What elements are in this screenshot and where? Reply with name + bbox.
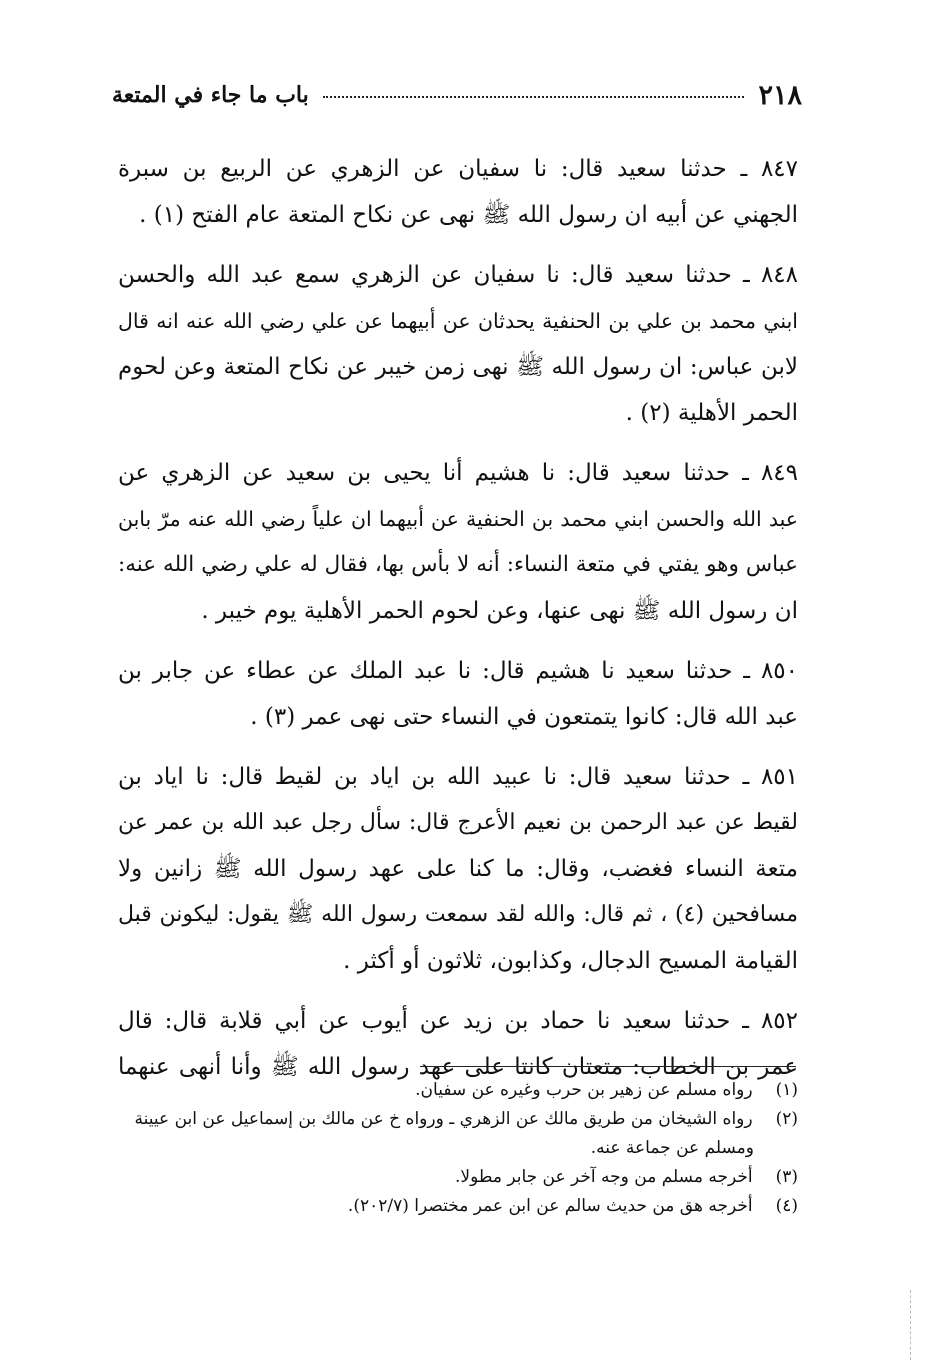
- text-line: ابني محمد بن علي بن الحنفية يحدثان عن أبيهما عن علي رضي الله عنه انه قال: [118, 309, 798, 333]
- footnotes: [118, 1076, 798, 1221]
- text-line: القيامة المسيح الدجال، وكذابون، ثلاثون أو أكثر .: [343, 948, 798, 974]
- footnote-marker: (٤): [775, 1196, 798, 1216]
- footnote-text: رواه الشيخان من طريق مالك عن الزهري ـ ورواه خ عن مالك بن إسماعيل عن ابن عيينة: [134, 1109, 753, 1129]
- footnote-separator: [420, 1066, 796, 1067]
- footnote-marker: (٢): [775, 1109, 798, 1129]
- text-line: متعة النساء فغضب، وقال: ما كنا على عهد رسول الله ﷺ زانين ولا: [118, 856, 798, 882]
- text-line: عباس وهو يفتي في متعة النساء: أنه لا بأس بها، فقال له علي رضي الله عنه:: [118, 552, 798, 577]
- footnote-marker: (١): [775, 1080, 798, 1100]
- hadith-body: [118, 146, 798, 1104]
- text-line: ٨٥٢ ـ حدثنا سعيد نا حماد بن زيد عن أيوب عن أبي قلابة قال: قال: [118, 1008, 798, 1034]
- footnote-1: [118, 1076, 798, 1105]
- hadith-849: [118, 450, 798, 634]
- text-line: ان رسول الله ﷺ نهى عنها، وعن لحوم الحمر الأهلية يوم خيبر .: [201, 598, 798, 624]
- text-line: مسافحين (٤) ، ثم قال: والله لقد سمعت رسول الله ﷺ يقول: ليكونن قبل: [118, 902, 798, 927]
- footnote-marker: (٣): [775, 1167, 798, 1187]
- page-header: [112, 78, 802, 112]
- footnote-4: [118, 1192, 798, 1221]
- scan-edge-mark: [910, 1290, 912, 1360]
- text-line: ٨٤٨ ـ حدثنا سعيد قال: نا سفيان عن الزهري سمع عبد الله والحسن: [118, 262, 798, 288]
- footnote-text: رواه مسلم عن زهير بن حرب وغيره عن سفيان.: [415, 1080, 753, 1100]
- page-number: ٢١٨: [758, 79, 802, 111]
- footnote-3: [118, 1163, 798, 1192]
- footnote-2: [118, 1105, 798, 1134]
- text-line: لابن عباس: ان رسول الله ﷺ نهى زمن خيبر عن نكاح المتعة وعن لحوم: [118, 354, 798, 380]
- footnote-text: أخرجه مسلم من وجه آخر عن جابر مطولا.: [455, 1167, 753, 1187]
- text-line: عبد الله قال: كانوا يتمتعون في النساء حتى نهى عمر (٣) .: [250, 704, 798, 730]
- text-line: لقيط عن عبد الرحمن بن نعيم الأعرج قال: سأل رجل عبد الله بن عمر عن: [118, 810, 798, 835]
- text-line: ٨٥١ ـ حدثنا سعيد قال: نا عبيد الله بن اياد بن لقيط قال: نا اياد بن: [118, 764, 798, 790]
- text-line: عمر بن الخطاب: متعتان كانتا على عهد رسول الله ﷺ وأنا أنهى عنهما: [118, 1054, 798, 1080]
- chapter-title: باب ما جاء في المتعة: [112, 82, 309, 108]
- hadith-851: [118, 754, 798, 984]
- text-line: الجهني عن أبيه ان رسول الله ﷺ نهى عن نكاح المتعة عام الفتح (١) .: [139, 202, 798, 228]
- hadith-850: [118, 648, 798, 740]
- text-line: الحمر الأهلية (٢) .: [625, 400, 798, 426]
- header-dotted-rule: [323, 96, 745, 98]
- footnote-text: أخرجه هق من حديث سالم عن ابن عمر مختصرا (٢٠٢/٧).: [347, 1196, 753, 1216]
- footnote-2-continuation: ومسلم عن جماعة عنه.: [590, 1138, 754, 1158]
- text-line: ٨٤٧ ـ حدثنا سعيد قال: نا سفيان عن الزهري عن الربيع بن سبرة: [118, 156, 798, 182]
- hadith-848: [118, 252, 798, 436]
- text-line: عبد الله والحسن ابني محمد بن الحنفية عن أبيهما ان علياً رضي الله عنه مرّ بابن: [118, 507, 798, 531]
- hadith-847: [118, 146, 798, 238]
- text-line: ٨٥٠ ـ حدثنا سعيد نا هشيم قال: نا عبد الملك عن عطاء عن جابر بن: [118, 658, 798, 684]
- text-line: ٨٤٩ ـ حدثنا سعيد قال: نا هشيم أنا يحيى بن سعيد عن الزهري عن: [118, 460, 798, 486]
